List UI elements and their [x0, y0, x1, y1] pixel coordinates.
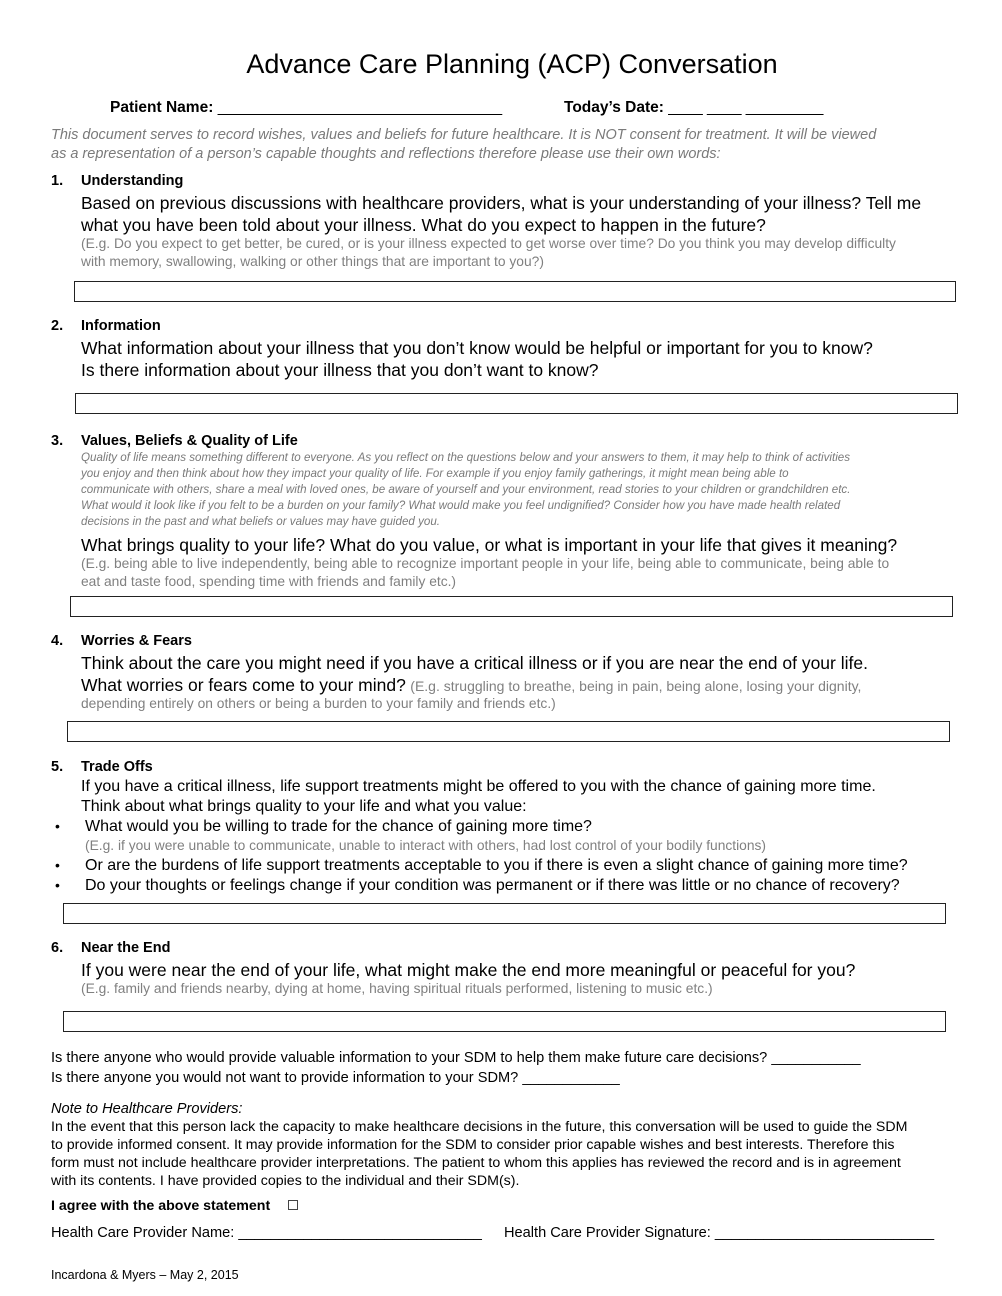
section-3-example-line-1: (E.g. being able to live independently, being able to recognize important people in your life, being able to communicate, being able to	[81, 556, 890, 571]
section-3-question-line-1: What brings quality to your life? What do you value, or what is important in your life that gives it meaning?	[81, 535, 898, 555]
section-3-intro-line-2: you enjoy and then think about how they impact your quality of life. For example if you enjoy family gatherings, it might mean being able to	[81, 467, 789, 480]
section-4-example-line-1: depending entirely on others or being a burden to your family and friends etc.)	[81, 696, 556, 711]
section-4-example-inline: (E.g. struggling to breathe, being in pain, being alone, losing your dignity,	[410, 678, 862, 694]
section-3-example-line-2: eat and taste food, spending time with friends and family etc.)	[81, 574, 457, 589]
section-5-title: Trade Offs	[81, 759, 153, 775]
provider-note-heading: Note to Healthcare Providers:	[51, 1101, 243, 1117]
section-6-example-line-1: (E.g. family and friends nearby, dying at home, having spiritual rituals performed, listening to music etc.)	[81, 981, 713, 996]
section-5-bullet-1-example: (E.g. if you were unable to communicate, unable to interact with others, had lost control of your bodily functions)	[85, 838, 767, 853]
section-1-number: 1.	[51, 173, 64, 189]
section-1-answer-box[interactable]	[74, 281, 956, 302]
section-4-title: Worries & Fears	[81, 633, 192, 649]
provider-name-field	[51, 1224, 482, 1243]
section-6-title: Near the End	[81, 940, 171, 956]
section-5-number: 5.	[51, 759, 64, 775]
provider-note-line-4: with its contents. I have provided copies to the individual and their SDM(s).	[51, 1173, 520, 1189]
section-4-number: 4.	[51, 633, 64, 649]
section-1-title: Understanding	[81, 173, 184, 189]
bullet-2: •	[55, 857, 60, 873]
document-title: Advance Care Planning (ACP) Conversation	[246, 49, 778, 79]
provider-note-line-1: In the event that this person lack the capacity to make healthcare decisions in the future, this conversation will be used to guide the SDM	[51, 1119, 908, 1135]
section-2-title: Information	[81, 318, 161, 334]
section-3-intro-line-5: decisions in the past and what beliefs or values may have guided you.	[81, 515, 440, 528]
agree-checkbox[interactable]	[288, 1200, 298, 1210]
provider-signature-blank[interactable]: ___________________________	[714, 1225, 935, 1241]
section-5-question-line-1: If you have a critical illness, life support treatments might be offered to you with the chance of gaining more time.	[81, 778, 876, 795]
provider-signature-label: Health Care Provider Signature:	[504, 1225, 711, 1241]
section-5-question-line-2: Think about what brings quality to your life and what you value:	[81, 798, 527, 815]
provider-name-label: Health Care Provider Name:	[51, 1225, 235, 1241]
section-5-bullet-3-text: Do your thoughts or feelings change if your condition was permanent or if there was little or no chance of recovery?	[85, 877, 900, 894]
section-3-title: Values, Beliefs & Quality of Life	[81, 433, 298, 449]
section-5-bullet-1-text: What would you be willing to trade for the chance of gaining more time?	[85, 818, 592, 835]
section-4-question-line-2: What worries or fears come to your mind?	[81, 675, 406, 695]
provider-name-blank[interactable]: ______________________________	[238, 1225, 482, 1241]
patient-name-blank[interactable]: _________________________________	[217, 99, 503, 116]
section-4-question-line-2-row	[81, 674, 861, 696]
section-3-answer-box[interactable]	[70, 596, 953, 617]
section-5-answer-box[interactable]	[63, 903, 946, 924]
section-1-question-line-2: what you have been told about your illness. What do you expect to happen in the future?	[81, 215, 766, 235]
section-4-question-line-1: Think about the care you might need if you have a critical illness or if you are near the end of your life.	[81, 653, 868, 673]
provider-note-line-3: form must not include healthcare provider interpretations. The patient to whom this applies has reviewed the record and is in agreement	[51, 1155, 901, 1171]
section-3-number: 3.	[51, 433, 64, 449]
footer-credit: Incardona & Myers – May 2, 2015	[51, 1268, 239, 1282]
sdm-question-1	[51, 1049, 861, 1068]
intro-line-1: This document serves to record wishes, values and beliefs for future healthcare. It is NOT consent for treatment. It will be viewed	[51, 127, 877, 143]
section-4-answer-box[interactable]	[67, 721, 950, 742]
section-6-answer-box[interactable]	[63, 1011, 946, 1032]
patient-name-label: Patient Name:	[110, 99, 214, 116]
section-5-bullet-2-text: Or are the burdens of life support treatments acceptable to you if there is even a slight chance of gaining more time?	[85, 857, 908, 874]
todays-date-label: Today’s Date:	[564, 99, 664, 116]
sdm-question-2-text: Is there anyone you would not want to provide information to your SDM?	[51, 1070, 519, 1086]
section-2-answer-box[interactable]	[75, 393, 958, 414]
patient-name-field[interactable]	[110, 98, 502, 118]
section-3-intro-line-1: Quality of life means something different to everyone. As you reflect on the questions below and your answers to them, it may help to think of activities	[81, 451, 851, 464]
todays-date-blank[interactable]: ____ ____ _________	[668, 99, 824, 116]
bullet-1: •	[55, 818, 60, 834]
sdm-question-1-text: Is there anyone who would provide valuable information to your SDM to help them make future care decisions?	[51, 1050, 768, 1066]
sdm-question-2	[51, 1069, 620, 1088]
todays-date-field[interactable]	[564, 98, 823, 118]
bullet-3: •	[55, 877, 60, 893]
section-1-question-line-1: Based on previous discussions with healthcare providers, what is your understanding of your illness? Tell me	[81, 193, 922, 213]
sdm-question-2-blank[interactable]: ____________	[522, 1070, 620, 1086]
agree-row	[51, 1198, 298, 1214]
section-2-number: 2.	[51, 318, 64, 334]
section-3-intro-line-4: What would it look like if you felt to be a burden on your family? What would make you feel undignified? Consider how you have made health related	[81, 499, 841, 512]
section-6-number: 6.	[51, 940, 64, 956]
section-2-question-line-1: What information about your illness that you don’t know would be helpful or important for you to know?	[81, 338, 873, 358]
intro-line-2: as a representation of a person’s capable thoughts and reflections therefore please use their own words:	[51, 146, 721, 162]
agree-label: I agree with the above statement	[51, 1198, 271, 1214]
sdm-question-1-blank[interactable]: ___________	[771, 1050, 861, 1066]
section-2-question-line-2: Is there information about your illness that you don’t want to know?	[81, 360, 599, 380]
section-6-question-line-1: If you were near the end of your life, what might make the end more meaningful or peaceful for you?	[81, 960, 856, 980]
provider-signature-field	[504, 1224, 934, 1243]
section-1-example-line-1: (E.g. Do you expect to get better, be cured, or is your illness expected to get worse over time? Do you think you may develop difficulty	[81, 236, 896, 251]
section-3-intro-line-3: communicate with others, share a meal with loved ones, be aware of yourself and your environment, read stories to your children or grandchildren etc.	[81, 483, 851, 496]
provider-note-line-2: to provide informed consent. It may provide information for the SDM to consider prior capable wishes and best interests. Therefore this	[51, 1137, 895, 1153]
section-1-example-line-2: with memory, swallowing, walking or other things that are important to you?)	[81, 254, 544, 269]
